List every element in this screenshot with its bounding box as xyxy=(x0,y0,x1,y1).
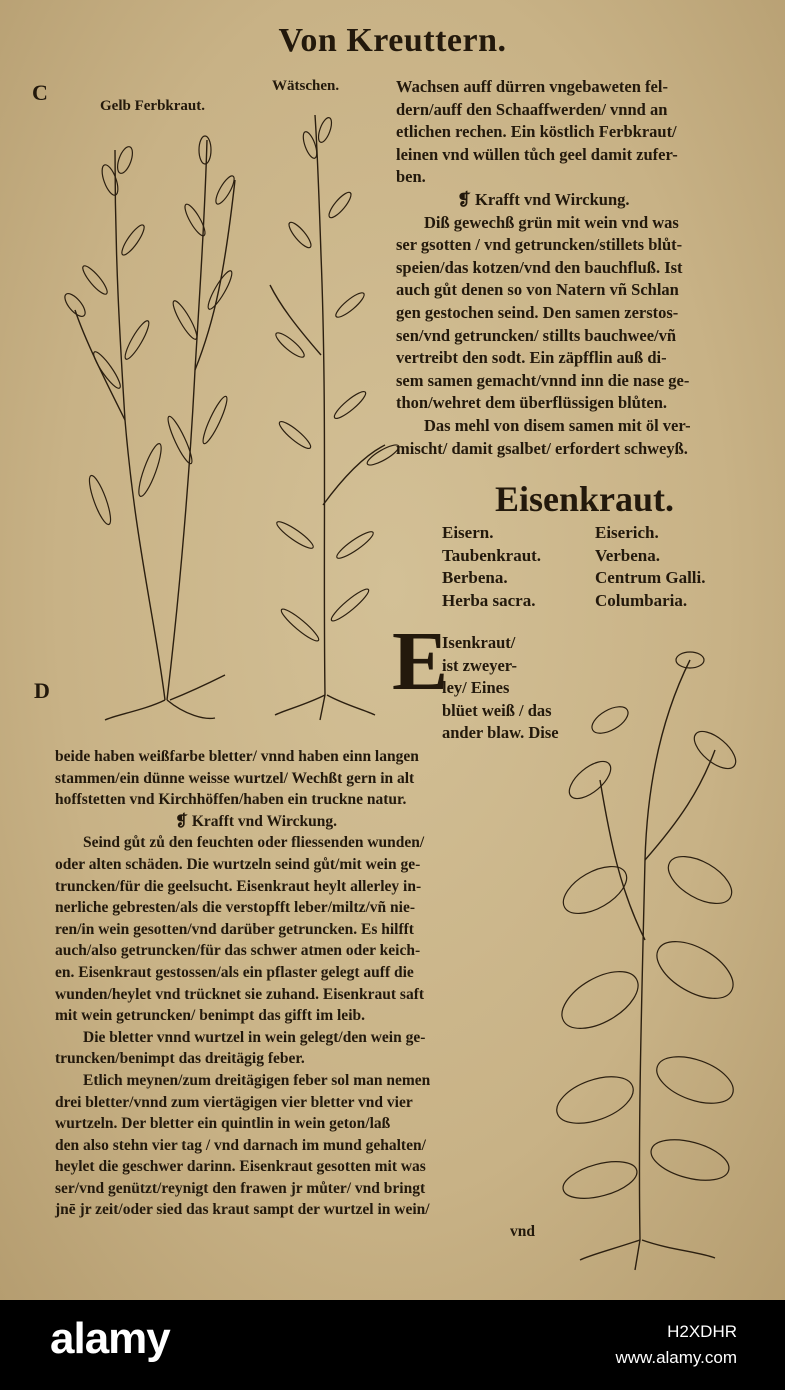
text-line: stammen/ein dünne weisse wurtzel/ Wechßt gern in alt xyxy=(55,769,415,787)
synonyms-left xyxy=(442,522,541,612)
text-line: gen gestochen seind. Den samen zerstos- xyxy=(396,302,679,322)
text-line: etlichen rechen. Ein köstlich Ferbkraut/ xyxy=(396,122,677,142)
text-line: ben. xyxy=(396,167,426,187)
text-line: Die bletter vnnd wurtzel in wein gelegt/den wein ge- xyxy=(83,1028,426,1046)
synonym: Eiserich. xyxy=(595,523,659,542)
margin-letter-c: C xyxy=(32,80,48,105)
synonym: Verbena. xyxy=(595,545,661,565)
text-line: auch gůt denen so von Natern vñ Schlan xyxy=(396,280,679,300)
watschen-illustration xyxy=(255,105,400,725)
text-line: Seind gůt zů den feuchten oder fliessenden wunden/ xyxy=(83,834,425,852)
eisenkraut-body xyxy=(55,746,535,1243)
eisenkraut-title: Eisenkraut. xyxy=(495,479,675,519)
text-line: leinen vnd wüllen tůch geel damit zufer- xyxy=(396,144,678,164)
alamy-url: www.alamy.com xyxy=(615,1348,737,1367)
text-line: sen/vnd getruncken/ stillts bauchwee/vñ xyxy=(396,325,677,345)
figure-label-gelb-ferbkraut: Gelb Ferbkraut. xyxy=(100,98,205,114)
top-right-text xyxy=(396,76,691,460)
text-line: ander blaw. Dise xyxy=(442,723,559,743)
text-line: Wachsen auff dürren vngebaweten fel- xyxy=(396,77,668,96)
text-line: heylet die geschwer darinn. Eisenkraut gesotten mit was xyxy=(55,1158,426,1176)
text-line: speien/das kotzen/vnd den bauchfluß. Ist xyxy=(396,257,683,277)
margin-letter-d: D xyxy=(34,678,50,703)
text-line: Das mehl von disem samen mit öl ver- xyxy=(424,415,691,435)
text-line: ist zweyer- xyxy=(442,655,517,675)
synonyms-right xyxy=(595,522,706,612)
text-line: ren/in wein gesotten/vnd darüber getruncken. Es hilfft xyxy=(55,920,414,938)
text-line: ser/vnd genützt/reynigt den frawen jr můter/ vnd bringt xyxy=(55,1179,426,1197)
text-line: wurtzeln. Der bletter ein quintlin in wein geton/laß xyxy=(55,1115,391,1133)
page-header: Von Kreuttern. xyxy=(278,22,507,59)
text-line: thon/wehret dem überflüssigen blůten. xyxy=(396,393,668,413)
synonym: Berbena. xyxy=(442,568,508,587)
text-line: hoffstetten vnd Kirchhöffen/haben ein truckne natur. xyxy=(55,791,407,809)
text-line: oder alten schäden. Die wurtzeln seind gůt/mit wein ge- xyxy=(55,855,421,873)
catchword: vnd xyxy=(510,1223,535,1241)
text-line: Diß gewechß grün mit wein vnd was xyxy=(424,212,679,232)
synonym: Herba sacra. xyxy=(442,590,536,610)
text-line: den also stehn vier tag / vnd darnach im mund gehalten/ xyxy=(55,1136,426,1154)
stock-footer xyxy=(0,1300,785,1390)
text-line: Isenkraut/ xyxy=(442,633,516,652)
intro-lines xyxy=(442,632,559,745)
text-line: truncken/für die geelsucht. Eisenkraut heylt allerley in- xyxy=(55,877,422,895)
synonym: Centrum Galli. xyxy=(595,568,706,587)
text-line: ser gsotten / vnd getruncken/stillets blůt- xyxy=(396,235,683,255)
drop-cap: E xyxy=(392,615,449,708)
text-line: sem samen gemacht/vnnd inn die nase ge- xyxy=(396,370,690,390)
text-line: jnē jr zeit/oder sied das kraut sampt der wurtzel in wein/ xyxy=(55,1201,430,1219)
section-heading: ❡ Krafft vnd Wirckung. xyxy=(175,812,337,830)
text-line: mischt/ damit gsalbet/ erfordert schweyß. xyxy=(396,438,688,458)
text-line: blüet weiß / das xyxy=(442,700,552,720)
text-line: wunden/heylet vnd trücknet sie zuhand. Eisenkraut saft xyxy=(55,985,425,1003)
text-line: auch/also getruncken/für das schwer atmen oder keich- xyxy=(55,942,421,960)
text-line: drei bletter/vnnd zum viertägigen vier bletter vnd vier xyxy=(55,1093,413,1111)
text-line: vertreibt den sodt. Ein zäpfflin auß di- xyxy=(396,348,667,368)
text-line: truncken/benimpt das dreitägig feber. xyxy=(55,1050,305,1068)
alamy-logo: alamy xyxy=(50,1314,170,1363)
synonym: Columbaria. xyxy=(595,590,688,610)
eisenkraut-illustration xyxy=(550,640,750,1280)
text-line: ley/ Eines xyxy=(442,678,510,698)
text-line: beide haben weißfarbe bletter/ vnnd haben einn langen xyxy=(55,748,419,765)
text-line: Etlich meynen/zum dreitägigen feber sol man nemen xyxy=(83,1071,431,1089)
image-id: H2XDHR xyxy=(667,1322,737,1341)
text-line: dern/auff den Schaaffwerden/ vnnd an xyxy=(396,99,668,119)
section-heading: ❡ Krafft vnd Wirckung. xyxy=(457,189,630,209)
figure-label-watschen: Wätschen. xyxy=(272,78,340,94)
text-line: en. Eisenkraut gestossen/als ein pflaster gelegt auff die xyxy=(55,963,414,981)
gelb-ferbkraut-illustration xyxy=(55,120,245,730)
text-line: mit wein getruncken/ benimpt das gifft im leib. xyxy=(55,1007,365,1025)
synonym: Taubenkraut. xyxy=(442,545,542,565)
synonym: Eisern. xyxy=(442,523,494,542)
text-line: nerliche gebresten/als die verstopfft leber/miltz/vñ nie- xyxy=(55,899,416,917)
